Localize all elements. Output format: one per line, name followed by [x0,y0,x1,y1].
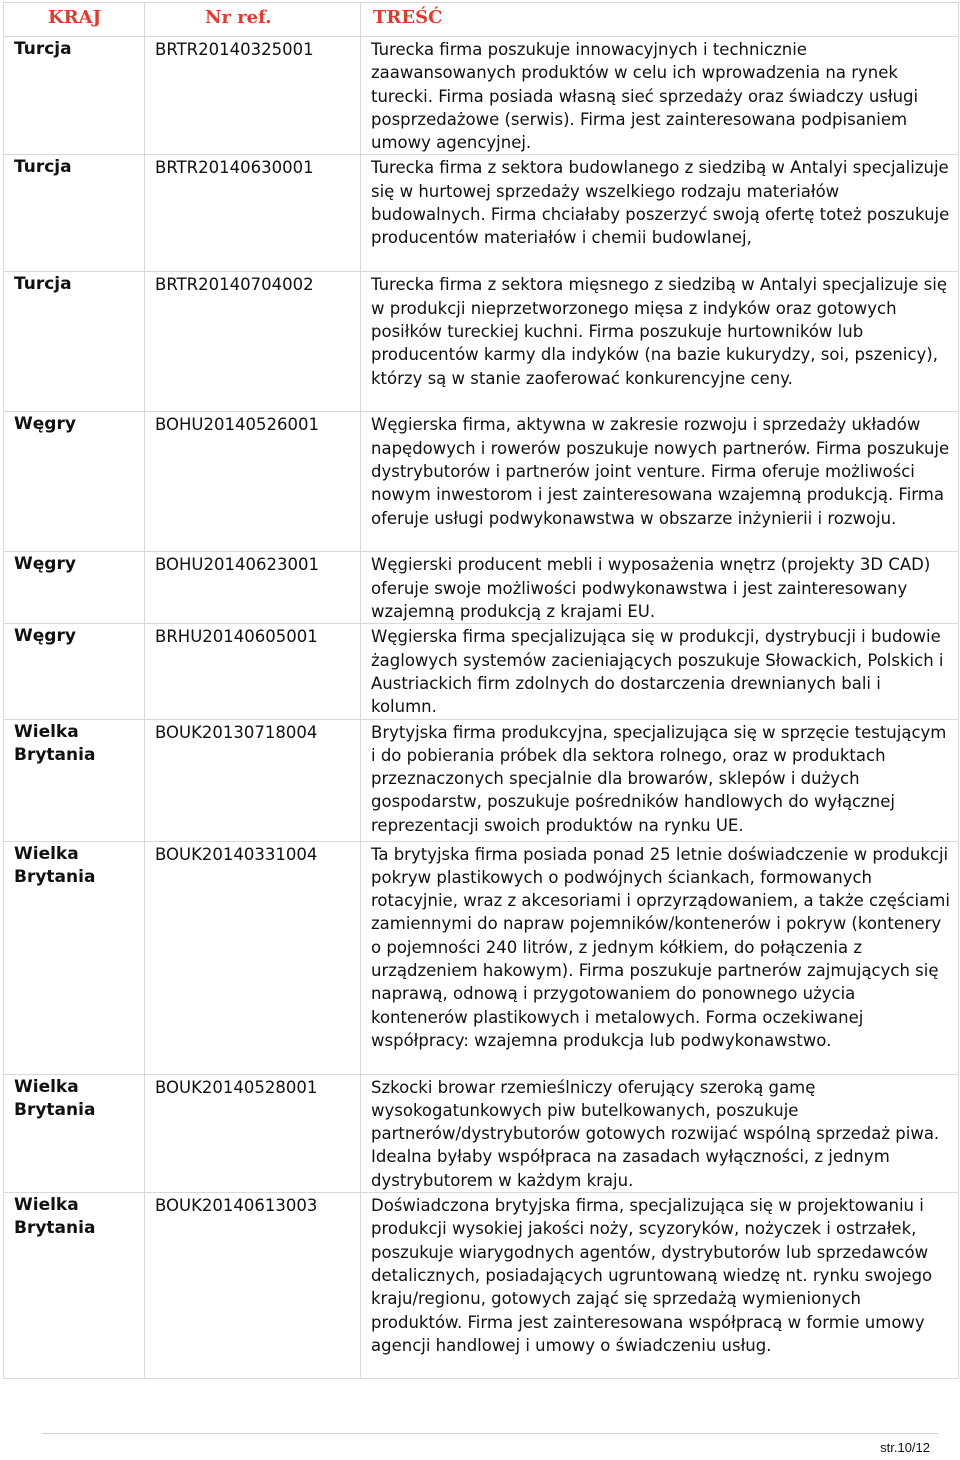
table-header-row [4,3,959,37]
row-description: Węgierski producent mebli i wyposażenia wnętrz (projekty 3D CAD) oferuje swoje możliwości podwykonawstwa i jest zainteresowany wzajemną produkcją z krajami EU. [361,552,959,624]
row-ref: BRTR20140630001 [145,155,361,272]
row-description: Turecka firma poszukuje innowacyjnych i technicznie zaawansowanych produktów w celu ich wprowadzenia na rynek turecki. Firma posiada własną sieć sprzedaży oraz świadczy usługi posprzedażowe (serwis). Firma jest zainteresowana podpisaniem umowy agencyjnej. [361,37,959,155]
row-ref: BRTR20140704002 [145,272,361,412]
row-country: Wielka Brytania [4,719,145,841]
row-description: Turecka firma z sektora mięsnego z siedzibą w Antalyi specjalizuje się w produkcji nieprzetworzonego mięsa z indyków oraz gotowych posiłków tureckiej kuchni. Firma poszukuje hurtowników lub producentów karmy dla indyków (na bazie kukurydzy, soi, pszenicy), którzy są w stanie zaoferować konkurencyjne ceny. [361,272,959,412]
row-description: Szkocki browar rzemieślniczy oferujący szeroką gamę wysokogatunkowych piw butelkowanych, poszukuje partnerów/dystrybutorów gotowych rozwijać wspólną sprzedaż piwa. Idealna byłaby współpraca na zasadach wyłączności, z jednym dystrybutorem w każdym kraju. [361,1074,959,1192]
table-row [4,1193,959,1379]
row-country: Turcja [4,155,145,272]
offers-table [3,2,959,1379]
row-ref: BOUK20140528001 [145,1074,361,1192]
row-description: Doświadczona brytyjska firma, specjalizująca się w projektowaniu i produkcji wysokiej jakości noży, scyzoryków, nożyczek i ostrzałek, poszukuje wiarygodnych agentów, dystrybutorów lub sprzedawców detalicznych, posiadających ugruntowaną wiedzę nt. rynku swojego kraju/regionu, gotowych zająć się sprzedażą wymienionych produktów. Firma jest zainteresowana współpracą w formie umowy agencji handlowej i umowy o świadczeniu usług. [361,1193,959,1379]
row-ref: BOUK20140613003 [145,1193,361,1379]
row-description: Turecka firma z sektora budowlanego z siedzibą w Antalyi specjalizuje się w hurtowej sprzedaży wszelkiego rodzaju materiałów budowalnych. Firma chciałaby poszerzyć swoją ofertę toteż poszukuje producentów materiałów i chemii budowlanej, [361,155,959,272]
row-ref: BOUK20130718004 [145,719,361,841]
row-description: Ta brytyjska firma posiada ponad 25 letnie doświadczenie w produkcji pokryw plastikowych o podwójnych ściankach, formowanych rotacyjnie, wraz z akcesoriami i oprzyrządowaniem, a także częściami zamiennymi do napraw pojemników/kontenerów i pokryw (kontenery o pojemności 240 litrów, z jednym kółkiem, do połączenia z urządzeniem hakowym). Firma poszukuje partnerów zajmujących się naprawą, odnową i przygotowaniem do ponownego użycia kontenerów plastikowych i metalowych. Forma oczekiwanej współpracy: wzajemna produkcja lub podwykonawstwo. [361,841,959,1074]
row-ref: BRHU20140605001 [145,624,361,719]
row-country: Wielka Brytania [4,1074,145,1192]
header-ref: Nr ref. [145,3,361,37]
row-ref: BOHU20140526001 [145,412,361,552]
row-description: Węgierska firma, aktywna w zakresie rozwoju i sprzedaży układów napędowych i rowerów poszukuje nowych partnerów. Firma poszukuje dystrybutorów i partnerów joint venture. Firma oferuje możliwości nowym inwestorom i jest zainteresowana wzajemną produkcją. Firma oferuje usługi podwykonawstwa w obszarze inżynierii i rozwoju. [361,412,959,552]
table-row [4,412,959,552]
table-row [4,841,959,1074]
table-row [4,155,959,272]
page-number: str.10/12 [880,1440,930,1455]
row-country: Węgry [4,624,145,719]
row-description: Węgierska firma specjalizująca się w produkcji, dystrybucji i budowie żaglowych systemów zacieniających poszukuje Słowackich, Polskich i Austriackich firm zdolnych do dostarczenia drewnianych bali i kolumn. [361,624,959,719]
row-country: Węgry [4,412,145,552]
row-ref: BRTR20140325001 [145,37,361,155]
header-content: TREŚĆ [361,3,959,37]
row-country: Turcja [4,272,145,412]
table-row [4,624,959,719]
table-row [4,1074,959,1192]
row-ref: BOUK20140331004 [145,841,361,1074]
row-country: Wielka Brytania [4,1193,145,1379]
footer-divider [42,1433,938,1434]
row-description: Brytyjska firma produkcyjna, specjalizująca się w sprzęcie testującym i do pobierania próbek dla sektora rolnego, oraz w produktach przeznaczonych specjalnie dla browarów, sklepów i dużych gospodarstw, poszukuje pośredników handlowych do wyłącznej reprezentacji swoich produktów na rynku UE. [361,719,959,841]
row-ref: BOHU20140623001 [145,552,361,624]
row-country: Węgry [4,552,145,624]
table-row [4,37,959,155]
table-row [4,272,959,412]
row-country: Wielka Brytania [4,841,145,1074]
table-row [4,552,959,624]
header-country: KRAJ [4,3,145,37]
table-row [4,719,959,841]
row-country: Turcja [4,37,145,155]
